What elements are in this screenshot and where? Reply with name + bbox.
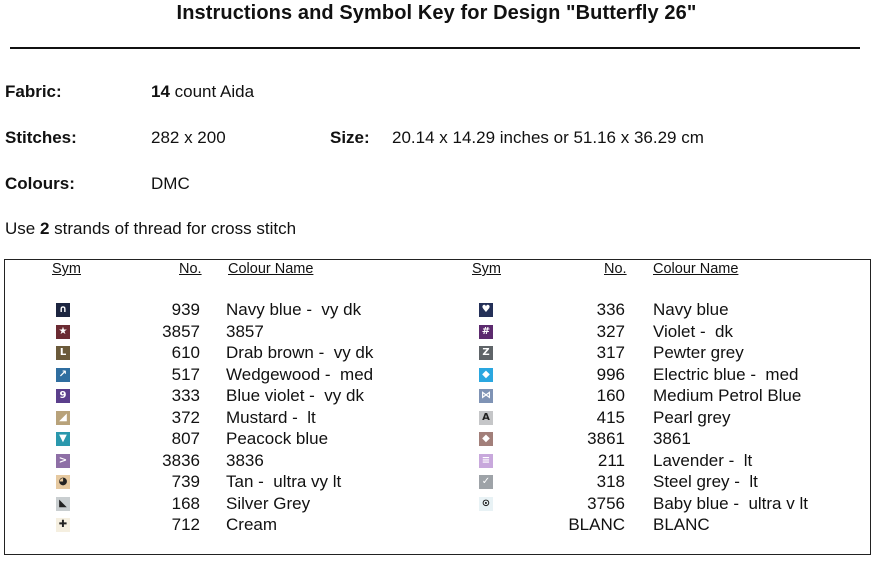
colour-name: 3857 bbox=[226, 321, 264, 341]
pewter-grey-icon: Z bbox=[479, 346, 493, 360]
fabric-type: count Aida bbox=[169, 82, 255, 101]
colour-number: 807 bbox=[171, 429, 200, 448]
violet-dk-icon: # bbox=[479, 325, 493, 339]
colour-name: Silver Grey bbox=[226, 493, 311, 513]
strands-post: strands of thread for cross stitch bbox=[49, 219, 297, 238]
colour-number: 160 bbox=[596, 386, 625, 405]
colour-number: 333 bbox=[171, 386, 200, 405]
key-row bbox=[0, 300, 873, 321]
key-row bbox=[0, 343, 873, 364]
left-name-header: Colour Name bbox=[228, 261, 314, 277]
colour-number: 415 bbox=[596, 407, 625, 427]
colour-number: 739 bbox=[171, 472, 200, 491]
colour-name: Pewter grey bbox=[653, 343, 744, 362]
colour-name: Steel grey - lt bbox=[653, 472, 758, 491]
colours-label: Colours: bbox=[5, 174, 75, 193]
wedgewood-icon: ↗ bbox=[56, 368, 70, 382]
colour-number: 318 bbox=[596, 472, 625, 491]
size-label: Size: bbox=[330, 128, 370, 147]
colour-name: Navy blue bbox=[653, 300, 729, 319]
lavender-icon: ≡ bbox=[479, 454, 493, 468]
colour-number: BLANC bbox=[568, 515, 625, 534]
colour-number: 317 bbox=[596, 343, 625, 362]
fabric-value bbox=[151, 82, 254, 102]
left-no-header: No. bbox=[179, 261, 202, 277]
key-row bbox=[0, 515, 873, 536]
navy-blue-vy-dk-icon: ∩ bbox=[56, 303, 70, 317]
colour-name: Wedgewood - med bbox=[226, 364, 374, 384]
colour-number: 327 bbox=[596, 321, 625, 341]
stitches-value: 282 x 200 bbox=[151, 128, 226, 147]
medium-petrol-blue-icon: ⋈ bbox=[481, 390, 491, 401]
key-row bbox=[0, 408, 873, 429]
colour-number: 3756 bbox=[587, 493, 625, 513]
key-row bbox=[0, 429, 873, 450]
right-name-header: Colour Name bbox=[653, 261, 739, 277]
colour-number: 3857 bbox=[162, 321, 200, 341]
title-divider bbox=[10, 47, 860, 49]
colour-number: 517 bbox=[171, 364, 200, 384]
baby-blue-icon: ⊙ bbox=[479, 497, 493, 511]
key-row bbox=[0, 322, 873, 343]
3857-icon: ★ bbox=[56, 325, 70, 339]
stitches-label: Stitches: bbox=[5, 128, 77, 147]
tan-icon: ◕ bbox=[56, 475, 70, 489]
strands-instruction bbox=[5, 219, 296, 239]
strands-count: 2 bbox=[39, 219, 50, 238]
peacock-blue-icon: ▼ bbox=[56, 432, 70, 446]
colour-name: Pearl grey bbox=[653, 407, 731, 427]
blue-violet-icon: 9 bbox=[56, 389, 70, 403]
blanc-icon bbox=[479, 518, 493, 532]
drab-brown-icon: L bbox=[56, 346, 70, 360]
3861-icon: ◆ bbox=[479, 432, 493, 446]
key-row bbox=[0, 494, 873, 515]
colour-number: 3836 bbox=[162, 450, 200, 470]
colour-name: Peacock blue bbox=[226, 429, 329, 448]
colour-name: Navy blue - vy dk bbox=[226, 300, 362, 319]
strands-pre: Use bbox=[5, 219, 40, 238]
colour-name: 3861 bbox=[653, 429, 691, 448]
key-row bbox=[0, 472, 873, 493]
colour-name: Blue violet - vy dk bbox=[226, 386, 364, 405]
colour-number: 712 bbox=[171, 515, 200, 534]
key-row bbox=[0, 365, 873, 386]
key-row bbox=[0, 386, 873, 407]
pearl-grey-icon: A bbox=[479, 411, 493, 425]
left-sym-header: Sym bbox=[52, 261, 81, 277]
colour-name: Mustard - lt bbox=[226, 407, 316, 427]
page-title: Instructions and Symbol Key for Design "Butterfly 26" bbox=[176, 2, 697, 24]
colour-name: Baby blue - ultra v lt bbox=[653, 493, 808, 513]
fabric-label: Fabric: bbox=[5, 82, 62, 101]
mustard-icon: ◢ bbox=[56, 411, 70, 425]
key-row bbox=[0, 451, 873, 472]
colour-name: Drab brown - vy dk bbox=[226, 343, 374, 362]
colours-value: DMC bbox=[151, 174, 190, 193]
colour-name: Violet - dk bbox=[653, 321, 734, 341]
colour-name: Tan - ultra vy lt bbox=[226, 472, 342, 491]
electric-blue-icon: ◆ bbox=[479, 368, 493, 382]
colour-name: Medium Petrol Blue bbox=[653, 386, 802, 405]
right-no-header: No. bbox=[604, 261, 627, 277]
3836-icon: > bbox=[56, 454, 70, 468]
right-sym-header: Sym bbox=[472, 261, 501, 277]
steel-grey-icon: ✓ bbox=[479, 475, 493, 489]
colour-number: 610 bbox=[171, 343, 200, 362]
colour-number: 3861 bbox=[587, 429, 625, 448]
colour-number: 168 bbox=[171, 493, 200, 513]
silver-grey-icon: ◣ bbox=[56, 497, 70, 511]
colour-name: Lavender - lt bbox=[653, 450, 753, 470]
colour-number: 372 bbox=[171, 407, 200, 427]
size-value: 20.14 x 14.29 inches or 51.16 x 36.29 cm bbox=[392, 128, 704, 147]
navy-blue-icon: ♥ bbox=[479, 303, 493, 317]
colour-number: 211 bbox=[597, 450, 625, 470]
fabric-count: 14 bbox=[151, 82, 170, 101]
colour-name: 3836 bbox=[226, 450, 264, 470]
colour-number: 939 bbox=[171, 300, 200, 319]
cream-icon: ✚ bbox=[56, 518, 70, 532]
colour-name: Cream bbox=[226, 515, 278, 534]
colour-number: 336 bbox=[596, 300, 625, 319]
colour-number: 996 bbox=[596, 364, 625, 384]
colour-name: Electric blue - med bbox=[653, 364, 799, 384]
colour-name: BLANC bbox=[653, 515, 710, 534]
